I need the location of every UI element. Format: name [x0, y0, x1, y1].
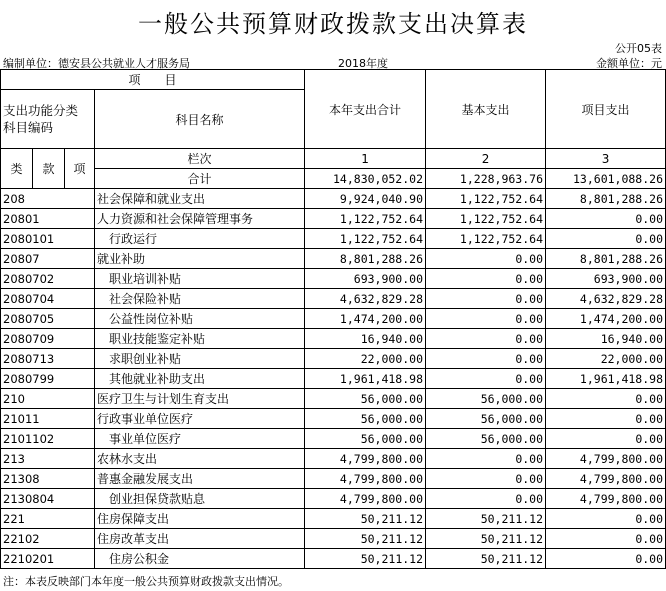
row-basic: 0.00	[426, 449, 546, 469]
header-index-3: 3	[546, 149, 666, 169]
row-project: 0.00	[546, 209, 666, 229]
row-code: 20801	[1, 209, 95, 229]
row-code: 20807	[1, 249, 95, 269]
row-total: 56,000.00	[305, 429, 426, 449]
row-project: 0.00	[546, 549, 666, 569]
table-row	[1, 209, 666, 229]
row-name: 普惠金融发展支出	[95, 469, 305, 489]
row-total: 693,900.00	[305, 269, 426, 289]
table-row	[1, 409, 666, 429]
report-title: 一般公共预算财政拨款支出决算表	[138, 10, 528, 38]
table-row	[1, 449, 666, 469]
row-project: 0.00	[546, 429, 666, 449]
table-row	[1, 229, 666, 249]
row-total: 4,799,800.00	[305, 489, 426, 509]
table-row	[1, 549, 666, 569]
table-row	[1, 349, 666, 369]
row-name: 社会保险补贴	[95, 289, 305, 309]
row-code: 221	[1, 509, 95, 529]
row-project: 0.00	[546, 409, 666, 429]
row-basic: 0.00	[426, 369, 546, 389]
table-row	[1, 429, 666, 449]
form-code: 公开05表	[615, 42, 662, 55]
row-project: 0.00	[546, 529, 666, 549]
row-basic: 0.00	[426, 349, 546, 369]
row-project: 1,474,200.00	[546, 309, 666, 329]
row-total: 16,940.00	[305, 329, 426, 349]
table-row	[1, 269, 666, 289]
row-name: 求职创业补贴	[95, 349, 305, 369]
row-basic: 56,000.00	[426, 429, 546, 449]
row-basic: 50,211.12	[426, 549, 546, 569]
table-row	[1, 469, 666, 489]
fiscal-year: 2018年度	[338, 57, 388, 70]
header-lei: 类	[1, 149, 33, 189]
row-project: 4,799,800.00	[546, 489, 666, 509]
row-basic: 1,122,752.64	[426, 209, 546, 229]
row-name: 就业补助	[95, 249, 305, 269]
row-basic: 1,122,752.64	[426, 229, 546, 249]
row-code: 2130804	[1, 489, 95, 509]
row-basic: 0.00	[426, 249, 546, 269]
row-name: 职业技能鉴定补贴	[95, 329, 305, 349]
row-code: 22102	[1, 529, 95, 549]
expenditure-table	[0, 69, 666, 569]
row-code: 21308	[1, 469, 95, 489]
table-row	[1, 289, 666, 309]
row-project: 1,961,418.98	[546, 369, 666, 389]
row-project: 693,900.00	[546, 269, 666, 289]
row-basic: 0.00	[426, 329, 546, 349]
table-row	[1, 369, 666, 389]
row-code: 213	[1, 449, 95, 469]
row-total: 56,000.00	[305, 409, 426, 429]
row-total: 50,211.12	[305, 529, 426, 549]
row-code: 2080704	[1, 289, 95, 309]
row-name: 住房保障支出	[95, 509, 305, 529]
row-name: 公益性岗位补贴	[95, 309, 305, 329]
row-total: 8,801,288.26	[305, 249, 426, 269]
row-name: 医疗卫生与计划生育支出	[95, 389, 305, 409]
row-basic: 0.00	[426, 469, 546, 489]
row-total: 4,799,800.00	[305, 469, 426, 489]
header-col-project: 项目支出	[546, 70, 666, 149]
row-basic: 50,211.12	[426, 529, 546, 549]
row-total: 1,474,200.00	[305, 309, 426, 329]
row-name: 职业培训补贴	[95, 269, 305, 289]
total-basic: 1,228,963.76	[426, 169, 546, 189]
row-code: 2210201	[1, 549, 95, 569]
table-row	[1, 189, 666, 209]
table-row	[1, 329, 666, 349]
row-basic: 56,000.00	[426, 409, 546, 429]
table-row	[1, 529, 666, 549]
row-code: 2080713	[1, 349, 95, 369]
header-item: 项 目	[1, 70, 305, 90]
total-project: 13,601,088.26	[546, 169, 666, 189]
row-project: 22,000.00	[546, 349, 666, 369]
row-total: 50,211.12	[305, 509, 426, 529]
header-xiang: 项	[65, 149, 95, 189]
row-total: 56,000.00	[305, 389, 426, 409]
currency-unit: 金额单位：元	[596, 57, 662, 70]
row-code: 2080799	[1, 369, 95, 389]
table-row	[1, 309, 666, 329]
row-code: 2101102	[1, 429, 95, 449]
row-project: 4,632,829.28	[546, 289, 666, 309]
row-basic: 0.00	[426, 289, 546, 309]
table-row	[1, 509, 666, 529]
row-name: 住房改革支出	[95, 529, 305, 549]
row-project: 8,801,288.26	[546, 249, 666, 269]
row-code: 2080101	[1, 229, 95, 249]
row-name: 创业担保贷款贴息	[95, 489, 305, 509]
row-project: 4,799,800.00	[546, 469, 666, 489]
row-basic: 0.00	[426, 309, 546, 329]
unit-info-row	[0, 54, 666, 69]
header-index-1: 1	[305, 149, 426, 169]
row-name: 农林水支出	[95, 449, 305, 469]
row-total: 9,924,040.90	[305, 189, 426, 209]
row-project: 0.00	[546, 389, 666, 409]
row-name: 住房公积金	[95, 549, 305, 569]
row-project: 0.00	[546, 509, 666, 529]
row-name: 其他就业补助支出	[95, 369, 305, 389]
row-name: 行政事业单位医疗	[95, 409, 305, 429]
row-code: 21011	[1, 409, 95, 429]
footnote: 注：本表反映部门本年度一般公共预算财政拨款支出情况。	[3, 575, 289, 588]
header-col-basic: 基本支出	[426, 70, 546, 149]
total-amount: 14,830,052.02	[305, 169, 426, 189]
row-code: 2080709	[1, 329, 95, 349]
row-code: 2080702	[1, 269, 95, 289]
row-project: 8,801,288.26	[546, 189, 666, 209]
header-col-total: 本年支出合计	[305, 70, 426, 149]
row-code: 208	[1, 189, 95, 209]
row-code: 2080705	[1, 309, 95, 329]
row-total: 22,000.00	[305, 349, 426, 369]
row-basic: 1,122,752.64	[426, 189, 546, 209]
row-total: 4,799,800.00	[305, 449, 426, 469]
row-project: 16,940.00	[546, 329, 666, 349]
row-name: 社会保障和就业支出	[95, 189, 305, 209]
row-name: 人力资源和社会保障管理事务	[95, 209, 305, 229]
row-basic: 50,211.12	[426, 509, 546, 529]
row-total: 1,122,752.64	[305, 209, 426, 229]
row-total: 1,122,752.64	[305, 229, 426, 249]
row-basic: 0.00	[426, 489, 546, 509]
header-index-2: 2	[426, 149, 546, 169]
row-project: 0.00	[546, 229, 666, 249]
table-row	[1, 489, 666, 509]
row-name: 行政运行	[95, 229, 305, 249]
total-label: 合计	[95, 169, 305, 189]
row-basic: 56,000.00	[426, 389, 546, 409]
compiling-unit: 编制单位：德安县公共就业人才服务局	[3, 57, 190, 70]
table-row	[1, 389, 666, 409]
row-total: 50,211.12	[305, 549, 426, 569]
header-kuan: 款	[33, 149, 65, 189]
row-project: 4,799,800.00	[546, 449, 666, 469]
row-name: 事业单位医疗	[95, 429, 305, 449]
row-basic: 0.00	[426, 269, 546, 289]
header-func-code: 支出功能分类 科目编码	[1, 90, 95, 149]
row-total: 4,632,829.28	[305, 289, 426, 309]
total-row	[1, 169, 666, 189]
table-row	[1, 249, 666, 269]
row-total: 1,961,418.98	[305, 369, 426, 389]
header-row-index: 栏次	[95, 149, 305, 169]
header-subject-name: 科目名称	[95, 90, 305, 149]
row-code: 210	[1, 389, 95, 409]
